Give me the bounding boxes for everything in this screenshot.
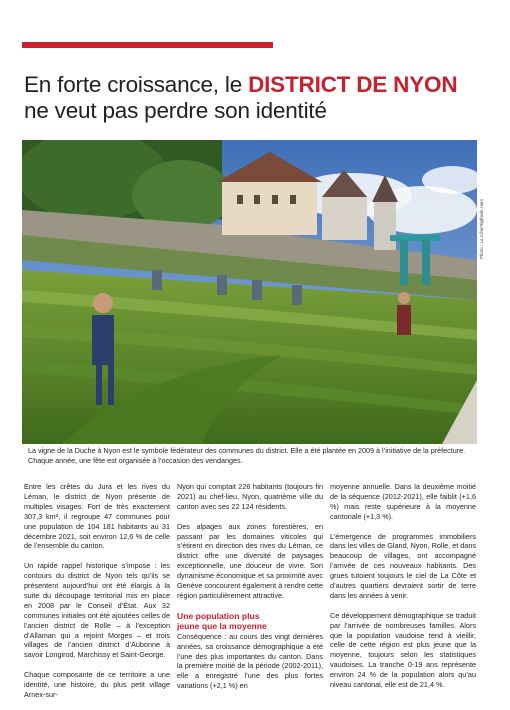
paragraph: moyenne annuelle. Dans la deuxième moitié de la séquence (2012-2021), elle faiblit (+1,6 %) mais reste supérieure à la moyenne cantonale (+1,3 %). <box>330 482 476 521</box>
paragraph: Chaque composante de ce territoire a une identité, une histoire, du plus petit village Arnex-sur- <box>24 670 170 699</box>
headline-part-2: ne veut pas perdre son identité <box>24 98 327 123</box>
vineyard-photo <box>22 140 477 444</box>
paragraph: Des alpages aux zones forestières, en passant par les domaines viticoles qui s’étirent en direction des rives du Léman, ce district offre une diversité de paysages exceptionnelle, une douceur de vivre. Son dynamisme économique et sa proximité avec Genève concourent également à rendre cette région particulièrement attractive. <box>177 521 323 600</box>
subheading-line-2: jeune que la moyenne <box>177 620 267 631</box>
article-headline <box>24 72 494 124</box>
headline-part-1: En forte croissance, le <box>24 72 249 97</box>
headline-highlight: DISTRICT DE NYON <box>248 72 458 97</box>
paragraph: Un rapide rappel historique s’impose : les contours du district de Nyon tels qu’ils se présentent aujourd’hui ont été élargis à la suite du découpage territorial mis en place en 2008 par le Conseil d’État. Aux 32 communes initiales ont été ajoutées celles de l’ancien district de Rolle – à l’exception d’Allaman qui a rejoint Morges – et trois villages de l’ancien district d’Aubonne à savoir Longirod, Marchissy et Saint-George. <box>24 561 170 660</box>
text-column-1 <box>24 482 170 710</box>
photo-caption: La vigne de la Duche à Nyon est le symbole fédérateur des communes du district. Elle a été plantée en 2009 à l’initiative de la préfecture. Chaque année, une fête est organisée à l’occasion des vendanges. <box>28 446 466 465</box>
top-accent-bar <box>22 42 273 48</box>
subheading-line-1: Une population plus <box>177 610 260 621</box>
paragraph: Conséquence : au cours des vingt dernières années, sa croissance démographique a été l’une des plus importantes du canton. Dans la première moitié de la période (2002-2011), elle a enregistré l’une des plus fortes variations (+2,1 %) en <box>177 631 323 691</box>
paragraph: Entre les crêtes du Jura et les rives du Léman, le district de Nyon présente de multiples visages. Fort de très exactement 307,3 km², il regroupe 47 communes pour une population de 104 181 habitants au 31 décembre 2021, soit environ 12,6 % de celle de l’ensemble du canton. <box>24 482 170 551</box>
section-subheading <box>177 611 323 631</box>
paragraph: L’émergence de programmes immobiliers dans les villes de Gland, Nyon, Rolle, et dans beaucoup de villages, ont accompagné l’arrivée de ces nouveaux habitants. Des grues tutoient toujours le ciel de La Côte et d’autres quartiers devraient sortir de terre dans les années à venir. <box>330 531 476 600</box>
text-column-2 <box>177 482 323 701</box>
paragraph: Nyon qui comptait 226 habitants (toujours fin 2021) au chef-lieu, Nyon, quatrième ville du canton avec ses 22 124 résidents. <box>177 482 323 511</box>
text-column-3 <box>330 482 476 700</box>
photo-credit: Photo : La Côte/Sigfredo Haro <box>479 198 484 259</box>
paragraph: Ce développement démographique se traduit par l’arrivée de nombreuses familles. Alors que la population vaudoise tend à vieillir, celle de cette région est plus jeune que la moyenne, toujours selon les statistiques vaudoises. La tranche 0-19 ans représente environ 24 % de la population alors qu’au niveau cantonal, elle est de 21,4 %. <box>330 610 476 690</box>
